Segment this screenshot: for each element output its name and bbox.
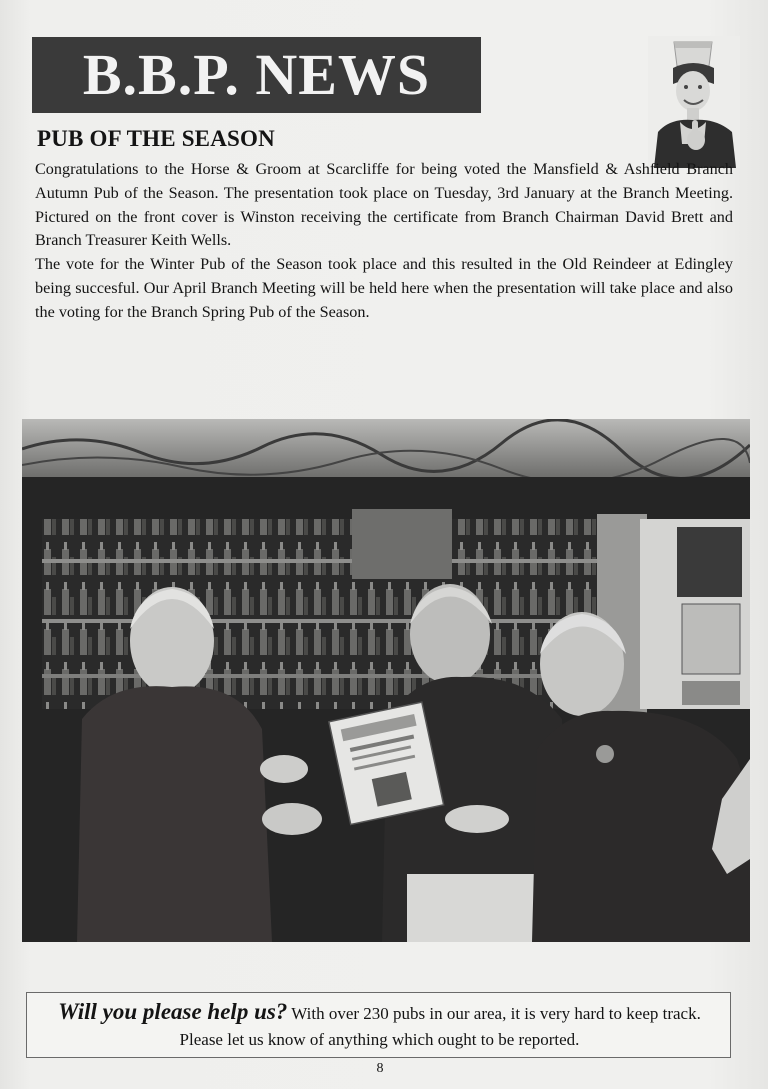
article-paragraph: Congratulations to the Horse & Groom at Scarcliffe for being voted the Mansfield & Ashfield Branch Autumn Pub of the Season. The presentation took place on Tuesday, 3rd January at the Branch Meeting. Pictured on the front cover is Winston receiving the certificate from Branch Chairman David Brett and Branch Treasurer Keith Wells.	[35, 160, 733, 250]
help-notice-text: With over 230 pubs in our area, it is very hard to keep track. Please let us know of anything which ought to be reported.	[179, 1004, 701, 1049]
barmaid-mascot-illustration	[648, 36, 740, 168]
article-paragraph: The vote for the Winter Pub of the Season took place and this resulted in the Old Reindeer at Edingley being succesful. Our April Branch Meeting will be held here when the presentation will take place and also the voting for the Branch Spring Pub of the Season.	[35, 255, 733, 321]
pub-presentation-photo	[22, 419, 750, 942]
article-body	[35, 158, 733, 325]
help-notice-lead: Will you please help us?	[58, 999, 288, 1024]
page-number: 8	[376, 1061, 384, 1076]
help-notice-box	[26, 992, 731, 1058]
article-headline: PUB OF THE SEASON	[37, 126, 275, 151]
masthead-title: B.B.P. NEWS	[32, 37, 481, 113]
